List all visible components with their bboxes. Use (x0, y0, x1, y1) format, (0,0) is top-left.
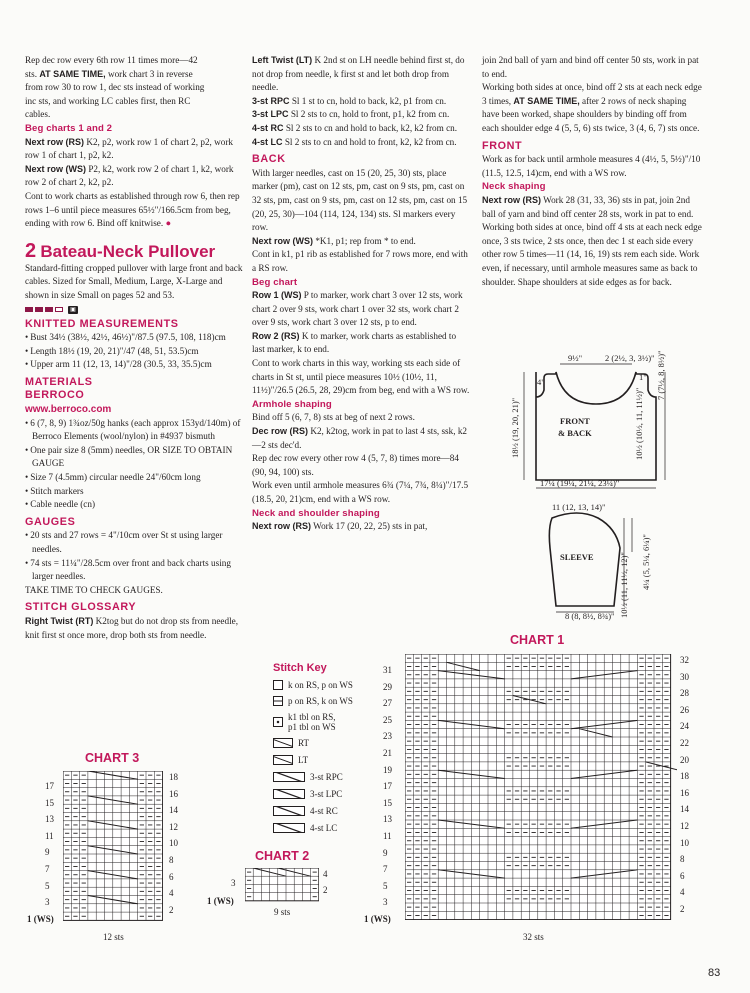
stitch-symbol-icon (273, 772, 305, 782)
row-number: 10 (169, 838, 178, 849)
row-number: 8 (680, 854, 685, 865)
row-number: 7 (383, 864, 388, 875)
row-number: 22 (680, 738, 689, 748)
row-number: 18 (680, 771, 689, 782)
chart1-sts: 32 sts (523, 932, 544, 942)
row-number: 31 (383, 665, 392, 675)
row-number: 10 (680, 837, 689, 848)
row-number: 7 (45, 864, 50, 874)
row-number: 27 (383, 698, 392, 709)
beg-charts-heading: Beg charts 1 and 2 (25, 122, 113, 134)
row-number: 13 (45, 814, 54, 825)
back-label: & BACK (558, 428, 592, 438)
chart3-sts: 12 sts (103, 932, 124, 942)
row-number: 16 (680, 787, 689, 798)
row-number: 25 (383, 714, 392, 725)
col3-text: join 2nd ball of yarn and bind off center 50 sts, work in pat to end. (482, 55, 699, 79)
upper-arm: • Upper arm 11 (12, 13, 14)"/28 (30.5, 33, 35.5)cm (25, 358, 243, 372)
chart2-sts: 9 sts (274, 907, 291, 917)
row-number: 14 (169, 805, 178, 816)
stitch-key-label: p on RS, k on WS (288, 696, 353, 706)
shoulder-width: 2 (2½, 3, 3½)" (605, 353, 655, 363)
gauges-heading: GAUGES (25, 515, 76, 528)
row-number: 12 (169, 821, 178, 832)
stitch-key-item (273, 823, 337, 833)
column-2 (252, 54, 470, 534)
back-heading: BACK (252, 153, 286, 166)
material-item: • 6 (7, 8, 9) 1¾oz/50g hanks (each approx 153yd/140m) of Berroco Elements (wool/nylon) in #4937 bismuth (25, 417, 243, 444)
level-bar-icon (25, 307, 33, 312)
row-number: 18 (169, 772, 178, 782)
neck-row: Next row (RS) Work 17 (20, 22, 25) sts in pat, (252, 521, 428, 532)
chart2-ws-label: 1 (WS) (207, 896, 234, 906)
rc-def: 4-st RC Sl 2 sts to cn and hold to back, k2, k2 from cn. (252, 122, 458, 133)
cont-line: cables. (25, 109, 51, 120)
armhole-heading: Armhole shaping (252, 398, 332, 410)
row-number: 14 (680, 804, 689, 815)
row-number: 17 (45, 781, 54, 791)
row-number: 5 (383, 880, 388, 891)
lt-def: Left Twist (LT) K 2nd st on LH needle behind first st, do not drop from needle, k first st and let both drop from needle. (252, 55, 465, 93)
chart2-grid (245, 868, 319, 902)
stitch-key-label: k on RS, p on WS (288, 680, 353, 690)
stitch-key-title: Stitch Key (273, 662, 327, 674)
row-number: 21 (383, 748, 392, 758)
brand: BERROCO (25, 389, 85, 402)
stitch-symbol-icon (273, 789, 305, 799)
cont-line: Rep dec row every 6th row 11 times more—42 (25, 55, 198, 65)
row-number: 32 (680, 655, 689, 665)
row-number: 11 (45, 830, 54, 841)
level-bar-icon (35, 307, 43, 312)
row-number: 4 (169, 888, 174, 899)
chart3-grid (63, 771, 163, 921)
page-number: 83 (708, 967, 721, 979)
bust: • Bust 34½ (38½, 42½, 46½)"/87.5 (97.5, 108, 118)cm (25, 331, 243, 345)
row1: Row 1 (WS) P to marker, work chart 3 over 12 sts, work chart 2 over 9 sts, work chart 1 over 32 sts, work chart 2 over 9 sts, work chart 3 over 12 sts, p to end. (252, 290, 463, 328)
cont-text: Cont to work charts as established through row 6, then rep rows 1–6 until piece measures 65½"/166.5cm from beg, ending with row 6. Bind off knitwise. ● (25, 190, 240, 229)
material-item: • Size 7 (4.5mm) circular needle 24"/60cm long (25, 471, 243, 485)
row-number: 9 (383, 847, 388, 858)
level-bar-icon (45, 307, 53, 312)
stitch-symbol-icon (273, 717, 283, 727)
material-item: • Cable needle (cn) (25, 498, 243, 512)
beg-chart-heading: Beg chart (252, 276, 298, 288)
sleeve-length: 10½ (11, 11½, 12)" (619, 552, 629, 618)
take-time: TAKE TIME TO CHECK GAUGES. (25, 584, 163, 595)
armhole-length: 7 (7½, 8, 8½)" (656, 350, 666, 400)
row-number: 28 (680, 688, 689, 699)
level-bar-empty-icon (55, 307, 63, 312)
row-number: 11 (383, 831, 392, 841)
row-number: 24 (680, 721, 689, 732)
next-row-ws: Next row (WS) P2, k2, work row 2 of chart 1, k2, work row 2 of chart 2, k2, p2. (25, 163, 234, 188)
row-number: 2 (680, 904, 685, 914)
armhole-text: Work even until armhole measures 6¾ (7¼, 7¾, 8¼)"/17.5 (18.5, 20, 21)cm, end with a WS row. (252, 480, 469, 504)
column-1 (25, 54, 243, 642)
stitch-key-label: LT (298, 755, 309, 765)
rpc-def: 3-st RPC Sl 1 st to cn, hold to back, k2, p1 from cn. (252, 95, 447, 106)
chart1-grid (405, 654, 677, 920)
pattern-intro: Standard-fitting cropped pullover with large front and back cables. Sized for Small, Medium, Large, X-Large and shown in size Small on pages 52 and 53. (25, 262, 243, 300)
sleeve-top-width: 11 (12, 13, 14)" (552, 502, 606, 512)
row-number: 13 (383, 814, 392, 825)
chart1-title: CHART 1 (510, 633, 565, 647)
back-text: Cont to work charts in this way, working sts each side of charts in St st, until piece measures 10½ (10½, 11, 11½)"/26.5 (26.5, 28, 29)cm from beg, end with a WS row. (252, 358, 470, 396)
cont-line: from row 30 to row 1, dec sts instead of working (25, 82, 205, 93)
chart3-title: CHART 3 (85, 751, 140, 765)
cont-line: inc sts, and working LC cables first, then RC (25, 95, 191, 106)
stitch-symbol-icon (273, 738, 293, 748)
materials-heading: MATERIALS (25, 375, 93, 388)
row-number: 5 (45, 880, 50, 891)
armhole-text: Rep dec row every other row 4 (5, 7, 8) times more—84 (90, 94, 100) sts. (252, 453, 459, 477)
sleeve-cap-height: 4¼ (5, 5¼, 6¼)" (641, 534, 651, 590)
row-number: 3 (231, 878, 236, 888)
stitch-key-label: k1 tbl on RS, p1 tbl on WS (288, 712, 336, 732)
end-bullet-icon: ● (165, 218, 172, 229)
stitch-symbol-icon (273, 696, 283, 706)
row-number: 29 (383, 681, 392, 692)
row-number: 16 (169, 788, 178, 799)
neck-rs-row: Next row (RS) Work 28 (31, 33, 36) sts in pat, join 2nd ball of yarn and bind off center 28 sts, work in pat to end. (482, 194, 694, 219)
stitch-key-item (273, 789, 342, 799)
column-3 (482, 54, 704, 289)
stitch-key-item (273, 772, 343, 782)
row-number: 9 (45, 847, 50, 858)
one-inch: 1" (639, 372, 647, 382)
bottom-width: 17¼ (19¼, 21¼, 23¼)" (540, 478, 620, 488)
row-number: 20 (680, 754, 689, 765)
stitch-key-item (273, 696, 353, 706)
row-number: 8 (169, 855, 174, 865)
skill-level (25, 306, 243, 314)
stitch-key-label: 4-st RC (310, 806, 338, 816)
sleeve-bottom-width: 8 (8, 8½, 8¾)" (565, 611, 615, 621)
stitch-glossary-heading: STITCH GLOSSARY (25, 601, 137, 614)
chart3-ws-label: 1 (WS) (27, 914, 54, 924)
gauge-item: • 74 sts = 11¼"/28.5cm over front and back charts using larger needles. (25, 557, 243, 584)
front-text: Work as for back until armhole measures 4 (4½, 5, 5½)"/10 (11.5, 12.5, 14)cm, end with a WS row. (482, 154, 701, 178)
stitch-key-label: 3-st LPC (310, 789, 343, 799)
cont-line: sts. AT SAME TIME, work chart 3 in reverse (25, 68, 193, 79)
stitch-key-item (273, 680, 353, 690)
neck-depth: 4" (537, 377, 545, 387)
col3-text: Working both sides at once, bind off 2 sts at each neck edge 3 times, AT SAME TIME, after 2 rows of neck shaping have been worked, shape shoulders by binding off from each shoulder edge 4 (5, 5, 6) sts twice, 3 (4, 6, 7) sts once. (482, 82, 702, 133)
stitch-key-label: 3-st RPC (310, 772, 343, 782)
lc-def: 4-st LC Sl 2 sts to cn and hold to front, k2, k2 from cn. (252, 136, 457, 147)
length: • Length 18½ (19, 20, 21)"/47 (48, 51, 53.5)cm (25, 345, 243, 359)
neck-width: 9½" (568, 353, 583, 363)
stitch-key-label: 4-st LC (310, 823, 338, 833)
chart2-title: CHART 2 (255, 849, 310, 863)
stitch-symbol-icon (273, 755, 293, 765)
stitch-symbol-icon (273, 680, 283, 690)
camera-icon: ▣ (68, 306, 78, 314)
back-ws-row: Next row (WS) *K1, p1; rep from * to end. (252, 235, 416, 246)
row-number: 15 (383, 797, 392, 808)
row-number: 4 (323, 869, 328, 879)
row-number: 30 (680, 671, 689, 682)
neck-shoulder-heading: Neck and shoulder shaping (252, 507, 380, 519)
row-number: 4 (680, 887, 685, 898)
lpc-def: 3-st LPC Sl 2 sts to cn, hold to front, p1, k2 from cn. (252, 109, 450, 120)
row-number: 15 (45, 797, 54, 808)
row-number: 6 (169, 871, 174, 882)
row-number: 2 (323, 885, 328, 896)
gauge-item: • 20 sts and 27 rows = 4"/10cm over St st using larger needles. (25, 529, 243, 556)
pattern-title: 2 Bateau-Neck Pullover (25, 239, 216, 262)
neck-shaping-heading: Neck shaping (482, 181, 546, 193)
front-text: Working both sides at once, bind off 4 sts at each neck edge once, 3 sts twice, 2 sts once, then dec 1 st each side every other row 5 times—11 (14, 16, 19) sts rem each side. Work even, if necessary, until armhole measures same as back to shoulder. Shape shoulders at side edges as for back. (482, 222, 702, 287)
front-label: FRONT (560, 416, 590, 426)
material-item: • One pair size 8 (5mm) needles, OR SIZE TO OBTAIN GAUGE (25, 444, 243, 471)
brand-url[interactable]: www.berroco.com (25, 404, 112, 416)
body-length: 18½ (19, 20, 21)" (510, 397, 520, 458)
material-item: • Stitch markers (25, 485, 243, 499)
back-text: Cont in k1, p1 rib as established for 7 rows more, end with a RS row. (252, 249, 468, 273)
armhole-text: Bind off 5 (6, 7, 8) sts at beg of next 2 rows. (252, 412, 415, 423)
row-number: 6 (680, 870, 685, 881)
row2: Row 2 (RS) K to marker, work charts as established to last marker, k to end. (252, 330, 457, 355)
row-number: 12 (680, 821, 689, 831)
row-number: 23 (383, 731, 392, 742)
stitch-symbol-icon (273, 806, 305, 816)
next-row-rs: Next row (RS) K2, p2, work row 1 of chart 2, p2, work row 1 of chart 1, p2, k2. (25, 136, 234, 161)
side-length: 10½ (10½, 11, 11½)" (634, 387, 644, 460)
chart1-ws-label: 1 (WS) (364, 914, 391, 924)
row-number: 2 (169, 904, 174, 915)
row-number: 17 (383, 781, 392, 792)
sleeve-label: SLEEVE (560, 552, 594, 562)
row-number: 26 (680, 704, 689, 715)
stitch-key-label: RT (298, 738, 309, 748)
row-number: 19 (383, 764, 392, 775)
row-number: 3 (383, 897, 388, 908)
back-text: With larger needles, cast on 15 (20, 25, 30) sts, place marker (pm), cast on 12 sts, pm, cast on 9 sts, pm, cast on 32 sts, pm, cast on 9 sts, pm, cast on 12 sts, pm, cast on 15 (20, 25, 30)—104 (114, 124, 134) sts. Sl markers every row. (252, 167, 468, 233)
rt-def: Right Twist (RT) K2tog but do not drop sts from needle, knit first st once more, drop both sts from needle. (25, 615, 239, 640)
knitted-measurements-heading: KNITTED MEASUREMENTS (25, 317, 179, 330)
front-heading: FRONT (482, 139, 523, 152)
stitch-key-item (273, 712, 336, 732)
stitch-symbol-icon (273, 823, 305, 833)
dec-row: Dec row (RS) K2, k2tog, work in pat to last 4 sts, ssk, k2—2 sts dec'd. (252, 426, 468, 450)
row-number: 3 (45, 897, 50, 908)
stitch-key-item (273, 738, 309, 748)
stitch-key-item (273, 755, 308, 765)
stitch-key-item (273, 806, 338, 816)
